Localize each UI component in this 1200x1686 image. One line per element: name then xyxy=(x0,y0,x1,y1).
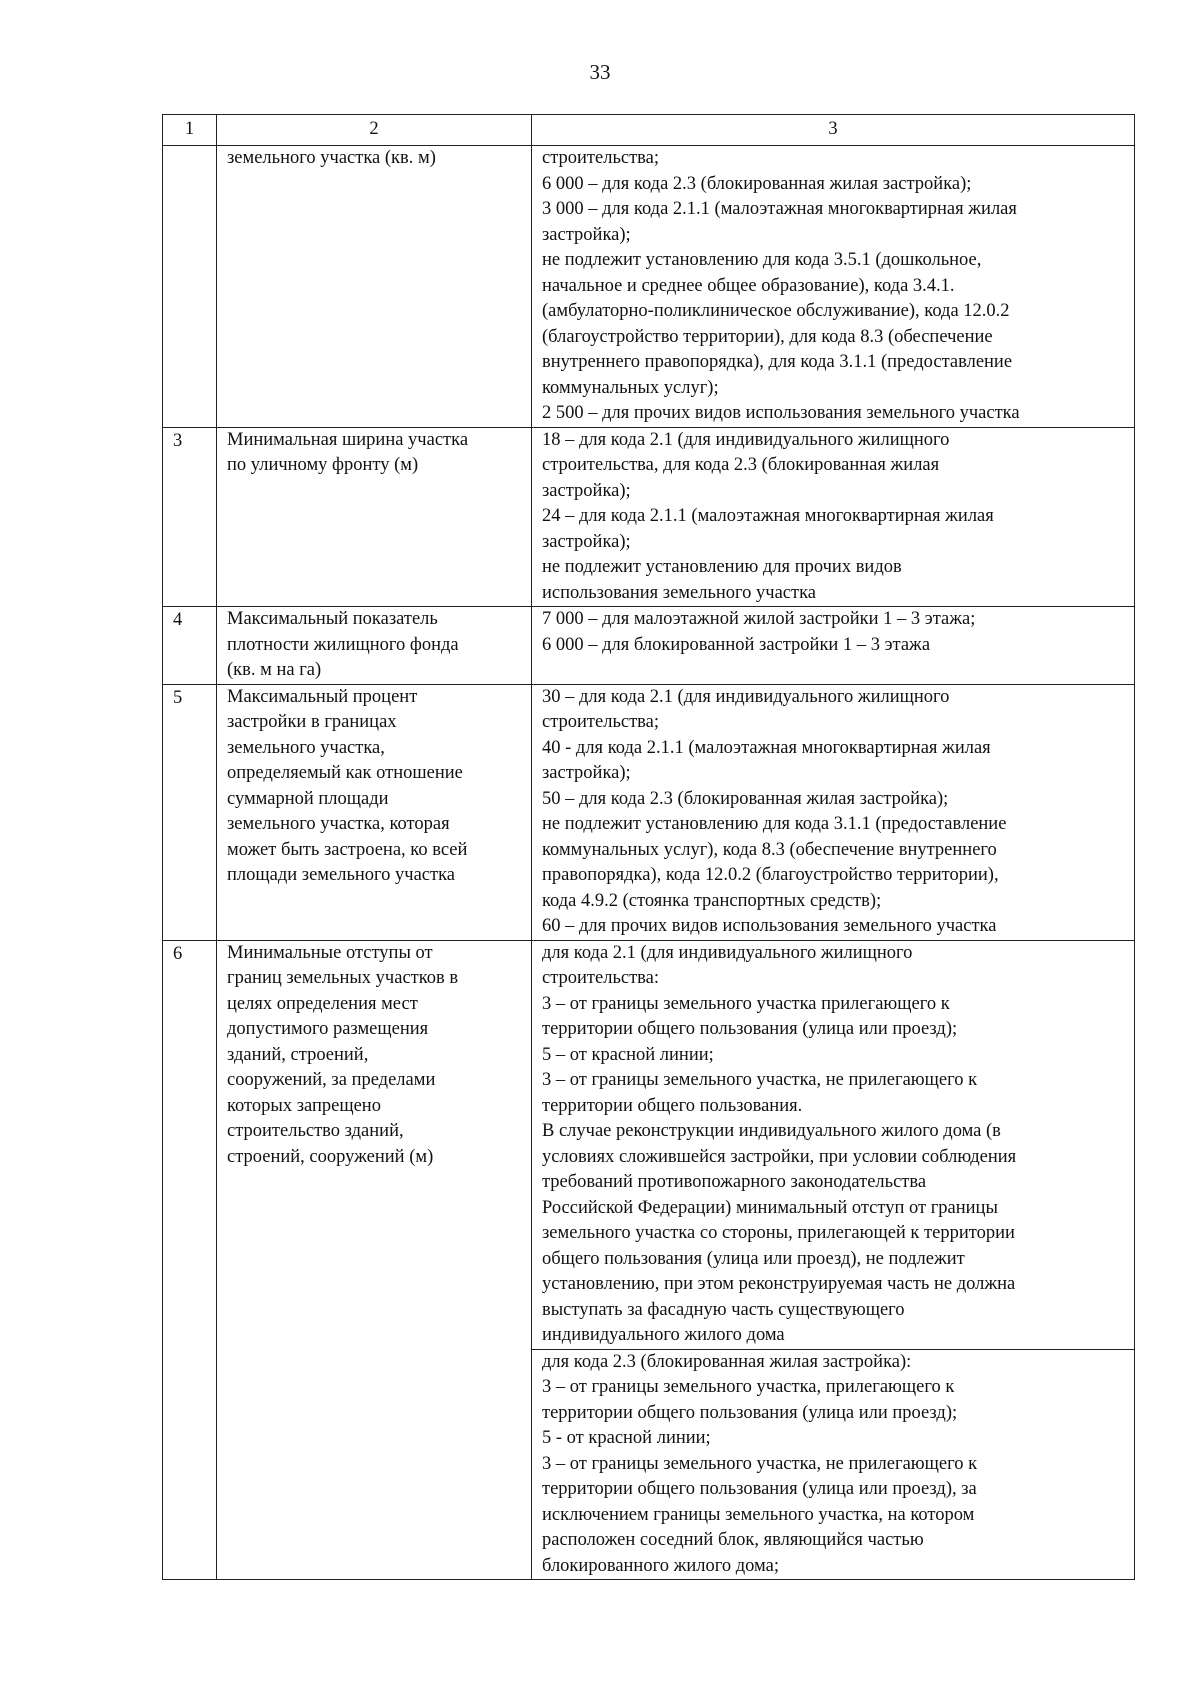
table-row xyxy=(163,940,1135,1349)
row-number-cell xyxy=(163,427,217,607)
column-header-1: 1 xyxy=(163,115,217,146)
parameter-name-cell xyxy=(217,684,532,940)
parameter-value-line: индивидуального жилого дома xyxy=(542,1325,785,1345)
parameter-value-line: 3 – от границы земельного участка, не прилегающего к xyxy=(542,1070,978,1090)
parameter-name-line: строений, сооружений (м) xyxy=(227,1146,434,1167)
parameter-name-line: может быть застроена, ко всей xyxy=(227,839,468,860)
table-body xyxy=(163,146,1135,1580)
parameter-name-line: Максимальный процент xyxy=(227,686,418,707)
parameter-value-line: территории общего пользования. xyxy=(542,1095,803,1116)
row-number-cell xyxy=(163,146,217,428)
parameter-name-line: по уличному фронту (м) xyxy=(227,455,419,475)
parameter-value-line: 18 – для кода 2.1 (для индивидуального жилищного xyxy=(542,429,950,450)
parameter-name-line: земельного участка, xyxy=(227,737,385,758)
parameter-value-line: коммунальных услуг), кода 8.3 (обеспечение внутреннего xyxy=(542,839,997,860)
parameter-value-line: строительства; xyxy=(542,712,660,732)
parameter-value-line: блокированного жилого дома; xyxy=(542,1555,779,1576)
parameter-value-line: исключением границы земельного участка, на котором xyxy=(542,1504,975,1525)
table-row xyxy=(163,607,1135,685)
parameter-value-line: 3 – от границы земельного участка прилегающего к xyxy=(542,993,950,1014)
table-row xyxy=(163,146,1135,428)
parameter-value-line: кода 4.9.2 (стоянка транспортных средств); xyxy=(542,890,882,911)
parameter-value-cell xyxy=(532,940,1135,1349)
parameter-value-line: застройка); xyxy=(542,224,631,245)
parameter-value-line: застройка); xyxy=(542,480,631,501)
row-number xyxy=(173,146,208,147)
parameter-value-line: для кода 2.3 (блокированная жилая застройка): xyxy=(542,1351,912,1372)
row-number: 4 xyxy=(173,610,183,630)
parameter-value-line: земельного участка со стороны, прилегающей к территории xyxy=(542,1223,1015,1243)
parameter-value-line: 5 – от красной линии; xyxy=(542,1044,714,1065)
row-number-cell xyxy=(163,940,217,1580)
parameter-value-cell xyxy=(532,684,1135,940)
parameter-name-line: зданий, строений, xyxy=(227,1044,369,1065)
parameter-value-line: расположен соседний блок, являющийся частью xyxy=(542,1530,924,1550)
parameter-value-line: 50 – для кода 2.3 (блокированная жилая застройка); xyxy=(542,788,949,809)
parameter-value-line: 6 000 – для блокированной застройки 1 – 3 этажа xyxy=(542,634,931,655)
parameter-value-cell xyxy=(532,146,1135,428)
parameter-value-line: 3 – от границы земельного участка, не прилегающего к xyxy=(542,1453,978,1474)
table-row xyxy=(163,684,1135,940)
parameter-value-line: не подлежит установлению для кода 3.5.1 (дошкольное, xyxy=(542,250,982,270)
parameter-value-line: застройка); xyxy=(542,763,631,783)
row-number: 6 xyxy=(173,943,183,964)
parameter-name-line: (кв. м на га) xyxy=(227,660,322,680)
parameter-value-line: строительства, для кода 2.3 (блокированная жилая xyxy=(542,455,940,475)
parameter-name-line: строительство зданий, xyxy=(227,1121,404,1141)
parameter-name-line: Минимальные отступы от xyxy=(227,942,433,963)
parameter-name-line: определяемый как отношение xyxy=(227,763,463,783)
row-number: 3 xyxy=(173,430,183,451)
parameter-name-line: земельного участка, которая xyxy=(227,814,450,834)
parameter-value-line: 5 - от красной линии; xyxy=(542,1428,711,1448)
parameter-value-line: требований противопожарного законодательства xyxy=(542,1172,927,1192)
parameter-name-cell xyxy=(217,940,532,1580)
column-header-3: 3 xyxy=(532,115,1135,146)
parameter-value-line: внутреннего правопорядка), для кода 3.1.1 (предоставление xyxy=(542,352,1013,372)
parameter-value-line: территории общего пользования (улица или проезд), за xyxy=(542,1479,977,1499)
parameter-name-line: плотности жилищного фонда xyxy=(227,634,459,655)
parameter-value-line: выступать за фасадную часть существующего xyxy=(542,1299,905,1320)
parameter-value-line: территории общего пользования (улица или проезд); xyxy=(542,1019,958,1039)
parameter-value-line: не подлежит установлению для прочих видов xyxy=(542,557,902,577)
parameter-value-line: 2 500 – для прочих видов использования земельного участка xyxy=(542,403,1020,423)
parameter-name-line: сооружений, за пределами xyxy=(227,1070,436,1090)
parameter-value-line: Российской Федерации) минимальный отступ от границы xyxy=(542,1197,998,1218)
parameter-value-line: 30 – для кода 2.1 (для индивидуального жилищного xyxy=(542,686,950,707)
parameter-value-line: 3 – от границы земельного участка, прилегающего к xyxy=(542,1377,955,1397)
parameter-value-line: строительства: xyxy=(542,968,660,988)
parameter-name-cell xyxy=(217,146,532,428)
parameter-name-line: Минимальная ширина участка xyxy=(227,429,469,450)
parameter-value-line: установлению, при этом реконструируемая часть не должна xyxy=(542,1274,1016,1294)
parameter-value-line: условиях сложившейся застройки, при условии соблюдения xyxy=(542,1146,1017,1167)
parameter-value-line: использования земельного участка xyxy=(542,582,817,603)
column-header-2: 2 xyxy=(217,115,532,146)
parameter-value-line: правопорядка), кода 12.0.2 (благоустройство территории), xyxy=(542,865,999,885)
parameter-value-line: 6 000 – для кода 2.3 (блокированная жилая застройка); xyxy=(542,173,972,194)
parameter-name-line: границ земельных участков в xyxy=(227,968,459,988)
parameter-value-line: территории общего пользования (улица или проезд); xyxy=(542,1402,958,1423)
parameter-value-line: начальное и среднее общее образование), кода 3.4.1. xyxy=(542,275,955,296)
parameter-value-line: не подлежит установлению для кода 3.1.1 (предоставление xyxy=(542,814,1007,834)
parameter-value-line: 60 – для прочих видов использования земельного участка xyxy=(542,916,997,936)
parameter-name-line: застройки в границах xyxy=(227,712,397,732)
parameter-value-line: В случае реконструкции индивидуального жилого дома (в xyxy=(542,1121,1001,1141)
row-number-cell xyxy=(163,607,217,685)
parameter-value-cell xyxy=(532,607,1135,685)
parameter-value-line: (благоустройство территории), для кода 8.3 (обеспечение xyxy=(542,326,993,347)
row-number: 5 xyxy=(173,687,183,708)
parameter-value-line: для кода 2.1 (для индивидуального жилищного xyxy=(542,942,913,963)
parameter-value-line: 40 - для кода 2.1.1 (малоэтажная многоквартирная жилая xyxy=(542,737,991,758)
parameter-name-line: Максимальный показатель xyxy=(227,609,438,629)
table-row xyxy=(163,427,1135,607)
parameter-name-line: целях определения мест xyxy=(227,993,418,1014)
row-number-cell xyxy=(163,684,217,940)
parameter-value-line: 24 – для кода 2.1.1 (малоэтажная многоквартирная жилая xyxy=(542,506,994,526)
parameter-name-line: земельного участка (кв. м) xyxy=(227,148,436,168)
parameter-value-cell xyxy=(532,1349,1135,1580)
parameter-name-line: суммарной площади xyxy=(227,788,389,809)
regulations-table xyxy=(162,114,1135,1580)
parameter-value-line: коммунальных услуг); xyxy=(542,377,719,398)
parameter-value-line: 3 000 – для кода 2.1.1 (малоэтажная многоквартирная жилая xyxy=(542,199,1017,219)
page-number: 33 xyxy=(589,60,611,84)
parameter-value-line: 7 000 – для малоэтажной жилой застройки 1 – 3 этажа; xyxy=(542,609,976,629)
parameter-value-line: строительства; xyxy=(542,148,660,168)
parameter-value-line: общего пользования (улица или проезд), не подлежит xyxy=(542,1248,965,1269)
parameter-name-line: площади земельного участка xyxy=(227,865,456,885)
table-header-row xyxy=(163,115,1135,146)
parameter-value-line: застройка); xyxy=(542,531,631,552)
parameter-value-line: (амбулаторно-поликлиническое обслуживание), кода 12.0.2 xyxy=(542,301,1010,321)
parameter-name-line: которых запрещено xyxy=(227,1095,381,1116)
parameter-value-cell xyxy=(532,427,1135,607)
parameter-name-cell xyxy=(217,607,532,685)
parameter-name-cell xyxy=(217,427,532,607)
parameter-name-line: допустимого размещения xyxy=(227,1019,429,1039)
